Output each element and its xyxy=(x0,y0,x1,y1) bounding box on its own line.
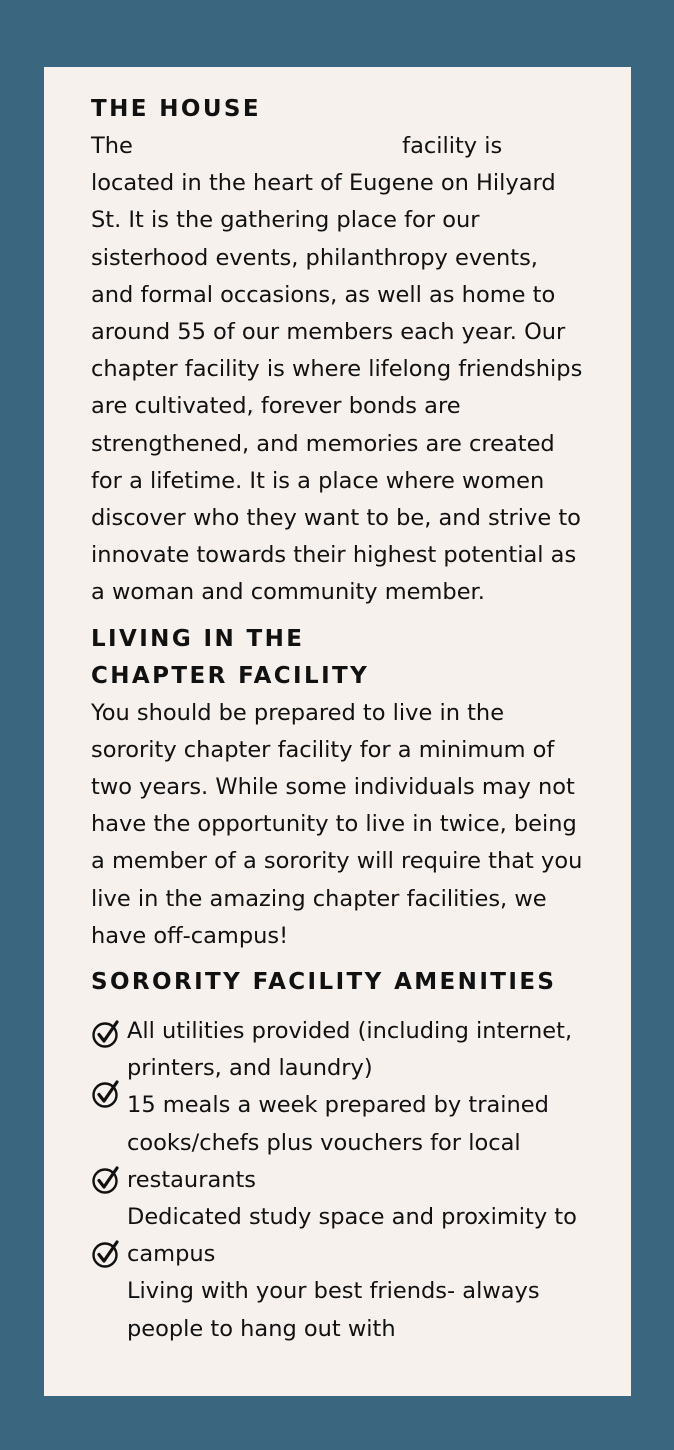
amenity-text: 15 meals a week prepared by trained cooks/chefs plus vouchers for local restaurants xyxy=(127,1092,549,1193)
intro-after: facility is located in the heart of Eugene on Hilyard St. It is the gathering place for our sisterhood events, philanthropy events, and formal occasions, as well as home to around 55 of our members each year. Our chapter facility is where lifelong friendships are cultivated, forever bonds are strengthened, and memories are created for a lifetime. It is a place where women discover who they want to be, and strive to innovate towards their highest potential as a woman and community member. xyxy=(91,133,583,606)
amenity-text: Living with your best friends- always people to hang out with xyxy=(127,1278,540,1342)
content-column xyxy=(91,91,591,1348)
amenity-item xyxy=(91,1087,591,1199)
the-house-paragraph xyxy=(91,128,586,612)
living-paragraph: You should be prepared to live in the sorority chapter facility for a minimum of two years. While some individuals may not have the opportunity to live in twice, being a member of a sorority will require that you live in the amazing chapter facilities, we have off-campus! xyxy=(91,699,583,949)
amenity-text: All utilities provided (including internet, printers, and laundry) xyxy=(127,1018,573,1082)
amenities-list xyxy=(91,1013,591,1348)
checkmark-circle-icon xyxy=(91,1165,121,1195)
amenity-item xyxy=(91,1273,591,1347)
checkmark-circle-icon xyxy=(91,1079,121,1109)
section-heading-living: LIVING IN THE CHAPTER FACILITY xyxy=(91,625,370,689)
content-card xyxy=(44,67,631,1396)
section-heading-the-house: THE HOUSE xyxy=(91,96,262,122)
amenity-text: Dedicated study space and proximity to campus xyxy=(127,1204,577,1268)
checkmark-circle-icon xyxy=(91,1239,121,1269)
intro-before: The xyxy=(91,133,140,159)
amenity-item xyxy=(91,1013,591,1087)
amenity-item xyxy=(91,1199,591,1273)
redacted-name xyxy=(140,135,395,159)
checkmark-circle-icon xyxy=(91,1019,121,1049)
section-heading-amenities: SORORITY FACILITY AMENITIES xyxy=(91,969,557,996)
